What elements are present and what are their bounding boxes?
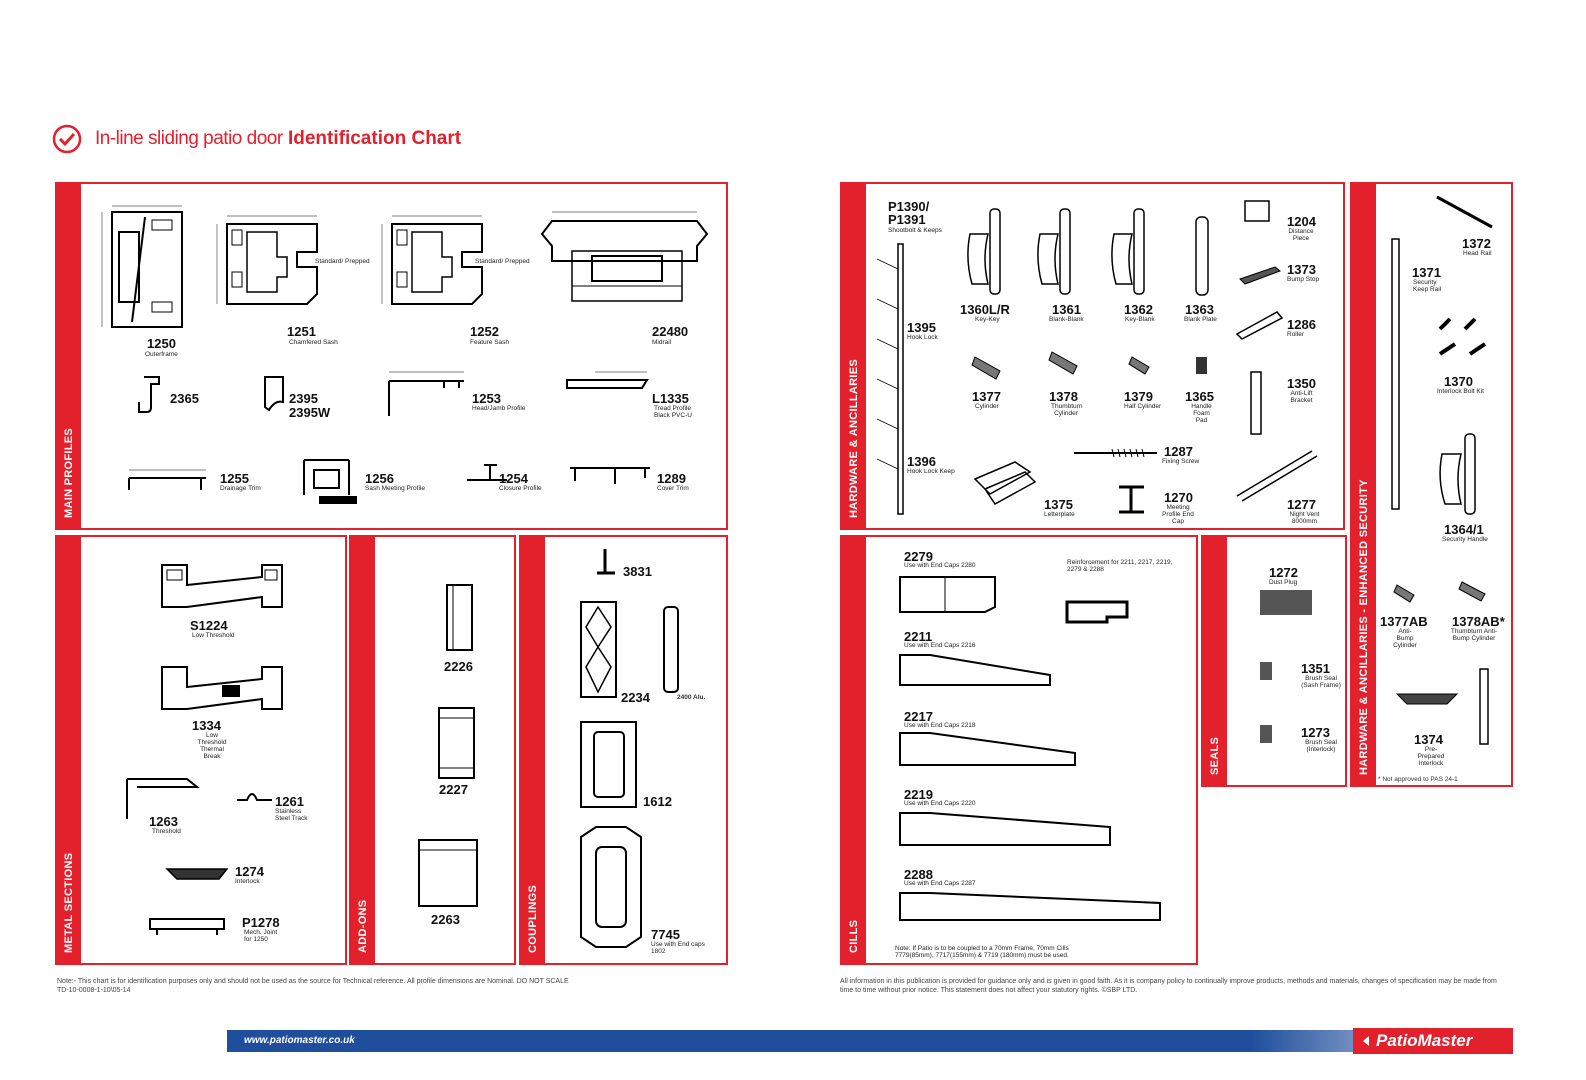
profile-desc: Cover Trim [657,485,689,492]
metal-code: 1261 [275,794,304,809]
hardware-desc: Half Cylinder [1124,403,1162,410]
cill-desc: Use with End Caps 2220 [904,800,976,807]
profile-1253-drawing [379,366,469,421]
cill-code: 2219 [904,787,933,802]
footer-url[interactable]: www.patiomaster.co.uk [244,1035,355,1046]
coupling-7745-drawing [576,822,646,952]
reinforcement-desc: Reinforcement for 2211, 2217, 2219, 2279 & 2288 [1067,559,1173,573]
section-tab: MAIN PROFILES [57,184,81,528]
cill-2217-drawing [890,725,1085,780]
addon-code: 2263 [431,912,460,927]
profile-desc: Midrail [652,339,672,346]
profile-code: 1256 [365,471,394,486]
profile-desc: Tread Profile Black PVC-U [654,405,692,419]
arrow-icon [1359,1034,1373,1048]
metal-desc: Threshold [152,828,181,835]
hardware-code: 1365 [1185,389,1214,404]
seal-code: 1272 [1269,565,1298,580]
cill-desc: Use with End Caps 2216 [904,642,976,649]
hardware-code: P1390/ P1391 [888,199,930,227]
metal-code: 1274 [235,864,264,879]
hardware-desc: Distance Piece [1288,228,1314,242]
metal-1334-drawing [152,657,292,719]
security-desc: Thumbturn Anti-Bump Cylinder [1450,628,1498,642]
footer-note-right: All information in this publication is provided for guidance only and is given in good faith. As it is company policy to continually improve products, methods and materials, changes of specification may be made from time to time without prior notice. This statement does not affect your statutory rights. ©SBP LTD. [840,978,1497,994]
profile-desc: Closure Profile [499,485,542,492]
profile-note: Standard/ Prepped [475,258,530,265]
hardware-desc: Cylinder [975,403,999,410]
metal-code: P1278 [242,915,280,930]
profile-code: 1289 [657,471,686,486]
cylinder-1377-drawing [970,349,1010,384]
hardware-code: 1395 [907,320,936,335]
security-code: 1372 [1462,236,1491,251]
profile-1250-drawing [97,202,192,332]
profile-desc: Feature Sash [470,339,510,346]
cill-code: 2217 [904,709,933,724]
profile-code: 1251 [287,324,316,339]
security-code: 1374 [1414,732,1443,747]
coupling-code: 7745 [651,927,680,942]
profile-code: 2365 [170,391,199,406]
section-tab: COUPLINGS [521,537,545,963]
hardware-desc: Thumbturn Cylinder [1051,403,1083,417]
metal-code: 1334 [192,718,221,733]
security-code: 1364/1 [1444,522,1484,537]
security-code: 1371 [1412,265,1441,280]
security-desc: Security Keep Rail [1413,279,1442,293]
security-desc: Head Rail [1463,250,1492,257]
profile-1255-drawing [121,456,211,496]
metal-desc: Low Threshold [192,632,235,639]
hardware-desc: Hook Lock [907,334,938,341]
brush-seal-interlock-drawing [1255,720,1280,750]
profile-2365-drawing [129,372,169,417]
letterplate-drawing [970,454,1040,509]
profile-2395-drawing [255,372,290,417]
coupling-code: 1612 [643,794,672,809]
cill-code: 2211 [904,629,933,644]
profile-desc: Drainage Trim [220,485,261,492]
hardware-desc: Bump Stop [1287,276,1320,283]
profile-code: 1252 [470,324,499,339]
page-title: In-line sliding patio door Identification Chart [95,128,462,149]
addon-2263-drawing [411,832,491,912]
foam-pad-drawing [1192,354,1212,379]
roller-drawing [1232,304,1287,344]
hardware-code: 1361 [1052,302,1081,317]
brand-logo [1353,1028,1513,1054]
blank-plate-drawing [1192,214,1212,299]
hardware-desc: Anti-Lift Bracket [1290,390,1313,404]
profile-1251-drawing [212,212,332,312]
main-profiles-panel [55,182,728,530]
handle-1360-drawing [960,204,1020,299]
coupling-code: 3831 [623,564,652,579]
hardware-desc: Night Vent 8000mm [1289,511,1320,525]
dust-plug-drawing [1255,585,1320,630]
metal-p1278-drawing [142,909,232,944]
profile-code: 1253 [472,391,501,406]
hardware-code: 1396 [907,454,936,469]
coupling-3831-drawing [591,545,621,580]
hardware-code: 1360L/R [960,302,1010,317]
head-rail-drawing [1432,192,1502,232]
reinforcement-drawing [1062,592,1137,627]
profile-1289-drawing [565,456,655,496]
hardware-code: 1362 [1124,302,1153,317]
cill-2288-drawing [890,885,1170,940]
distance-piece-drawing [1240,196,1275,226]
anti-bump-cyl-drawing [1392,577,1422,607]
brush-seal-drawing [1255,657,1280,687]
security-desc: Anti-Bump Cylinder [1393,628,1417,649]
profile-desc: Chamfered Sash [289,339,338,346]
metal-desc: Low Threshold Thermal Break [197,732,227,760]
section-tab: HARDWARE & ANCILLARIES [842,184,866,528]
coupling-desc: Use with End caps 1802 [651,941,705,955]
keep-rail-drawing [1382,234,1412,514]
profile-desc: Head/Jamb Profile [472,405,526,412]
profile-22480-drawing [532,206,712,316]
coupling-code: 2234 [621,690,650,705]
security-desc: Pre-Prepared Interlock [1417,746,1445,767]
profile-code: 22480 [652,324,689,339]
cills-panel [840,535,1198,965]
hardware-desc: Handle Foam Pad [1191,403,1212,424]
profile-code-alt: 2395W [289,405,331,420]
bump-stop-drawing [1235,259,1285,289]
profile-desc: Outerframe [145,351,178,358]
seal-desc: Dust Plug [1269,579,1298,586]
hardware-desc: Blank Plate [1184,316,1217,323]
hardware-desc: Key-Blank [1125,316,1155,323]
metal-desc: Interlock [235,878,260,885]
metal-s1224-drawing [152,555,292,617]
profile-code: 1254 [499,471,528,486]
security-code: 1370 [1444,374,1473,389]
seal-code: 1351 [1301,661,1330,676]
cill-code: 2279 [904,549,933,564]
addon-2226-drawing [439,577,484,657]
fixing-screw-drawing [1072,446,1162,461]
hardware-desc: Letterplate [1044,511,1075,518]
hardware-desc: Fixing Screw [1162,458,1200,465]
end-cap-drawing [1114,482,1154,517]
couplings-panel [519,535,728,965]
security-panel [1350,182,1513,787]
profile-code: 2395 [289,391,318,406]
metal-1261-drawing [232,782,277,812]
hardware-desc: Blank-Blank [1049,316,1084,323]
security-desc: Interlock Bolt Kit [1437,388,1484,395]
profile-note: Standard/ Prepped [315,258,370,265]
anti-bump-thumbturn-drawing [1457,574,1492,604]
hardware-code: 1375 [1044,497,1073,512]
footer-note-left: Note:- This chart is for identification purposes only and should not be used as the source for Technical reference. All profile dimensions are Nominal. DO NOT SCALE TD-10-0008-1-10\05-14 [57,978,569,994]
security-code: 1378AB* [1452,614,1505,629]
metal-sections-panel [55,535,347,965]
footer-bar [227,1030,1507,1052]
cill-2211-drawing [890,645,1065,700]
cill-desc: Use with End Caps 2287 [904,880,976,887]
hardware-desc: Shootbolt & Keeps [888,227,942,234]
addon-2227-drawing [431,700,491,785]
brand-name: PatioMaster [1376,1031,1473,1050]
security-code: 1377AB [1380,614,1428,629]
hardware-desc: Meeting Profile End Cap [1162,504,1194,525]
addon-code: 2227 [439,782,468,797]
security-handle-drawing [1427,429,1497,519]
cill-code: 2288 [904,867,933,882]
hardware-code: 1350 [1287,376,1316,391]
cill-desc: Use with End Caps 2280 [904,562,976,569]
anti-lift-drawing [1247,369,1267,439]
handle-1361-drawing [1030,204,1090,299]
hardware-desc: Roller [1287,331,1304,338]
profile-code: L1335 [652,391,689,406]
metal-desc: Mech. Joint for 1250 [244,929,278,943]
hardware-desc: Hook Lock Keep [907,468,955,475]
coupling-1612-drawing [576,717,646,812]
section-tab: CILLS [842,537,866,963]
section-tab: SEALS [1203,537,1227,785]
hardware-code: 1286 [1287,317,1316,332]
hardware-code: 1270 [1164,490,1193,505]
hardware-code: 1373 [1287,262,1316,277]
security-note: * Not approved to PAS 24-1 [1378,776,1458,783]
hardware-code: 1277 [1287,497,1316,512]
cylinder-1379-drawing [1127,349,1157,379]
seals-panel [1201,535,1347,787]
coupling-note: 2400 Alu. [677,694,706,701]
metal-code: S1224 [190,618,228,633]
cill-desc: Use with End Caps 2218 [904,722,976,729]
hardware-code: 1378 [1049,389,1078,404]
seal-desc: Brush Seal (Sash Frame) [1301,675,1341,689]
hardware-code: 1377 [972,389,1001,404]
hardware-code: 1379 [1124,389,1153,404]
profile-code: 1250 [147,336,176,351]
seal-desc: Brush Seal (Interlock) [1305,739,1337,753]
hardware-panel [840,182,1345,530]
shootbolt-drawing [872,239,912,524]
bolt-kit-drawing [1430,309,1500,369]
seal-code: 1273 [1301,725,1330,740]
interlock-drawing [1392,664,1507,749]
hardware-desc: Key-Key [975,316,1000,323]
section-tab: ADD-ONS [351,537,375,963]
cill-2279-drawing [890,567,1010,622]
checkmark-circle-icon [52,124,82,154]
hardware-code: 1287 [1164,444,1193,459]
metal-code: 1263 [149,814,178,829]
cylinder-1378-drawing [1047,344,1087,379]
hardware-code: 1363 [1185,302,1214,317]
profile-1256-drawing [289,450,364,505]
handle-1362-drawing [1104,204,1164,299]
hardware-code: 1204 [1287,214,1316,229]
security-desc: Security Handle [1442,536,1488,543]
metal-1274-drawing [157,857,237,892]
section-tab: METAL SECTIONS [57,537,81,963]
cill-2219-drawing [890,805,1120,860]
profile-l1335-drawing [557,366,652,406]
cills-note: Note: If Patio is to be coupled to a 70mm Frame, 70mm Cills 7779(85mm), 7717(155mm) & 7719 (180mm) must be used. [895,945,1069,959]
metal-desc: Stainless Steel Track [275,808,308,822]
profile-code: 1255 [220,471,249,486]
section-tab: HARDWARE & ANCILLARIES - ENHANCED SECURITY [1352,184,1376,785]
addon-code: 2226 [444,659,473,674]
add-ons-panel [349,535,516,965]
profile-desc: Sash Meeting Profile [365,485,425,492]
